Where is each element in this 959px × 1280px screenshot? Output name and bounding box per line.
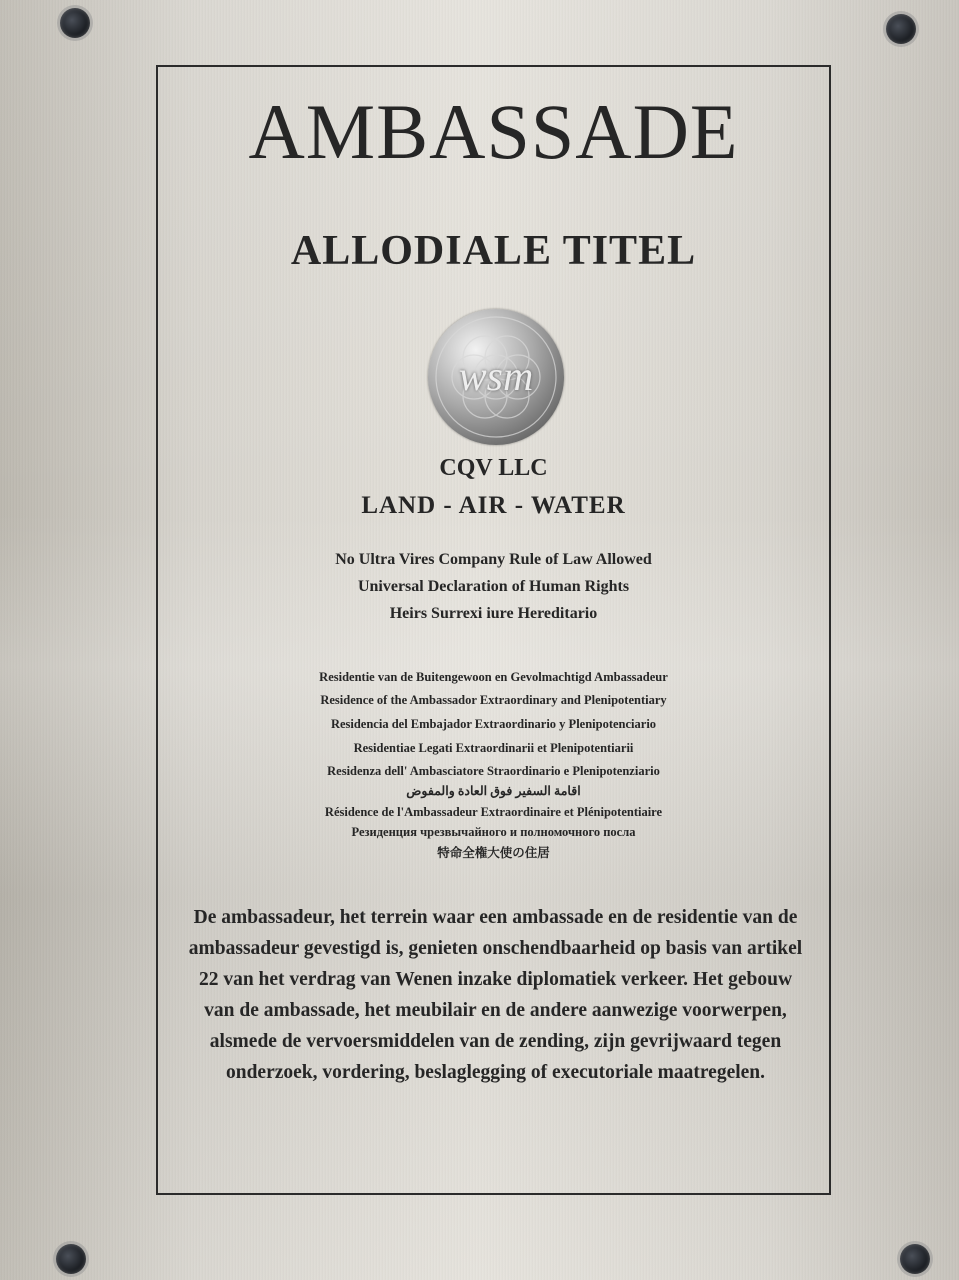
residence-line: Résidence de l'Ambassadeur Extraordinaire et Plénipotentiaire xyxy=(324,805,663,819)
residence-line-arabic: اقامة السفير فوق العادة والمفوض xyxy=(406,784,581,798)
plaque-title: AMBASSADE xyxy=(248,88,739,175)
plaque-frame xyxy=(156,65,831,1195)
residence-line-russian: Резиденция чрезвычайного и полномочного посла xyxy=(351,825,636,839)
plaque-body-text: De ambassadeur, het terrein waar een ambassade en de residentie van de ambassadeur gevestigd is, genieten onschendbaarheid op basis van artikel 22 van het verdrag van Wenen inzake diplomatiek verkeer. Het gebouw van de ambassade, het meubilair en de andere aanwezige voorwerpen, alsmede de vervoersmiddelen van de zending, zijn gevrijwaard tegen onderzoek, vordering, beslaglegging of executoriale maatregelen. xyxy=(188,907,803,1083)
motto-line: Universal Declaration of Human Rights xyxy=(357,578,630,595)
residence-line: Residenza dell' Ambasciatore Straordinario e Plenipotenziario xyxy=(327,764,660,778)
company-name: CQV LLC xyxy=(439,455,548,481)
motto-line: Heirs Surrexi iure Hereditario xyxy=(389,605,598,622)
plaque-subtitle: ALLODIALE TITEL xyxy=(290,228,697,274)
residence-line: Residentiae Legati Extraordinarii et Plenipotentiarii xyxy=(353,741,634,755)
screw-bottom-left-icon xyxy=(56,1244,86,1274)
flower-of-life-logo xyxy=(428,309,564,445)
elements-line: LAND - AIR - WATER xyxy=(361,492,626,519)
motto-line: No Ultra Vires Company Rule of Law Allowed xyxy=(335,551,652,568)
logo-lettering: wsm xyxy=(458,354,534,400)
screw-top-right-icon xyxy=(886,14,916,44)
screw-top-left-icon xyxy=(60,8,90,38)
residence-line-japanese: 特命全権大使の住居 xyxy=(437,846,550,860)
screw-bottom-right-icon xyxy=(900,1244,930,1274)
residence-line: Residentie van de Buitengewoon en Gevolmachtigd Ambassadeur xyxy=(319,670,668,684)
residence-line: Residencia del Embajador Extraordinario y Plenipotenciario xyxy=(330,717,657,731)
residence-line: Residence of the Ambassador Extraordinary and Plenipotentiary xyxy=(320,693,667,707)
